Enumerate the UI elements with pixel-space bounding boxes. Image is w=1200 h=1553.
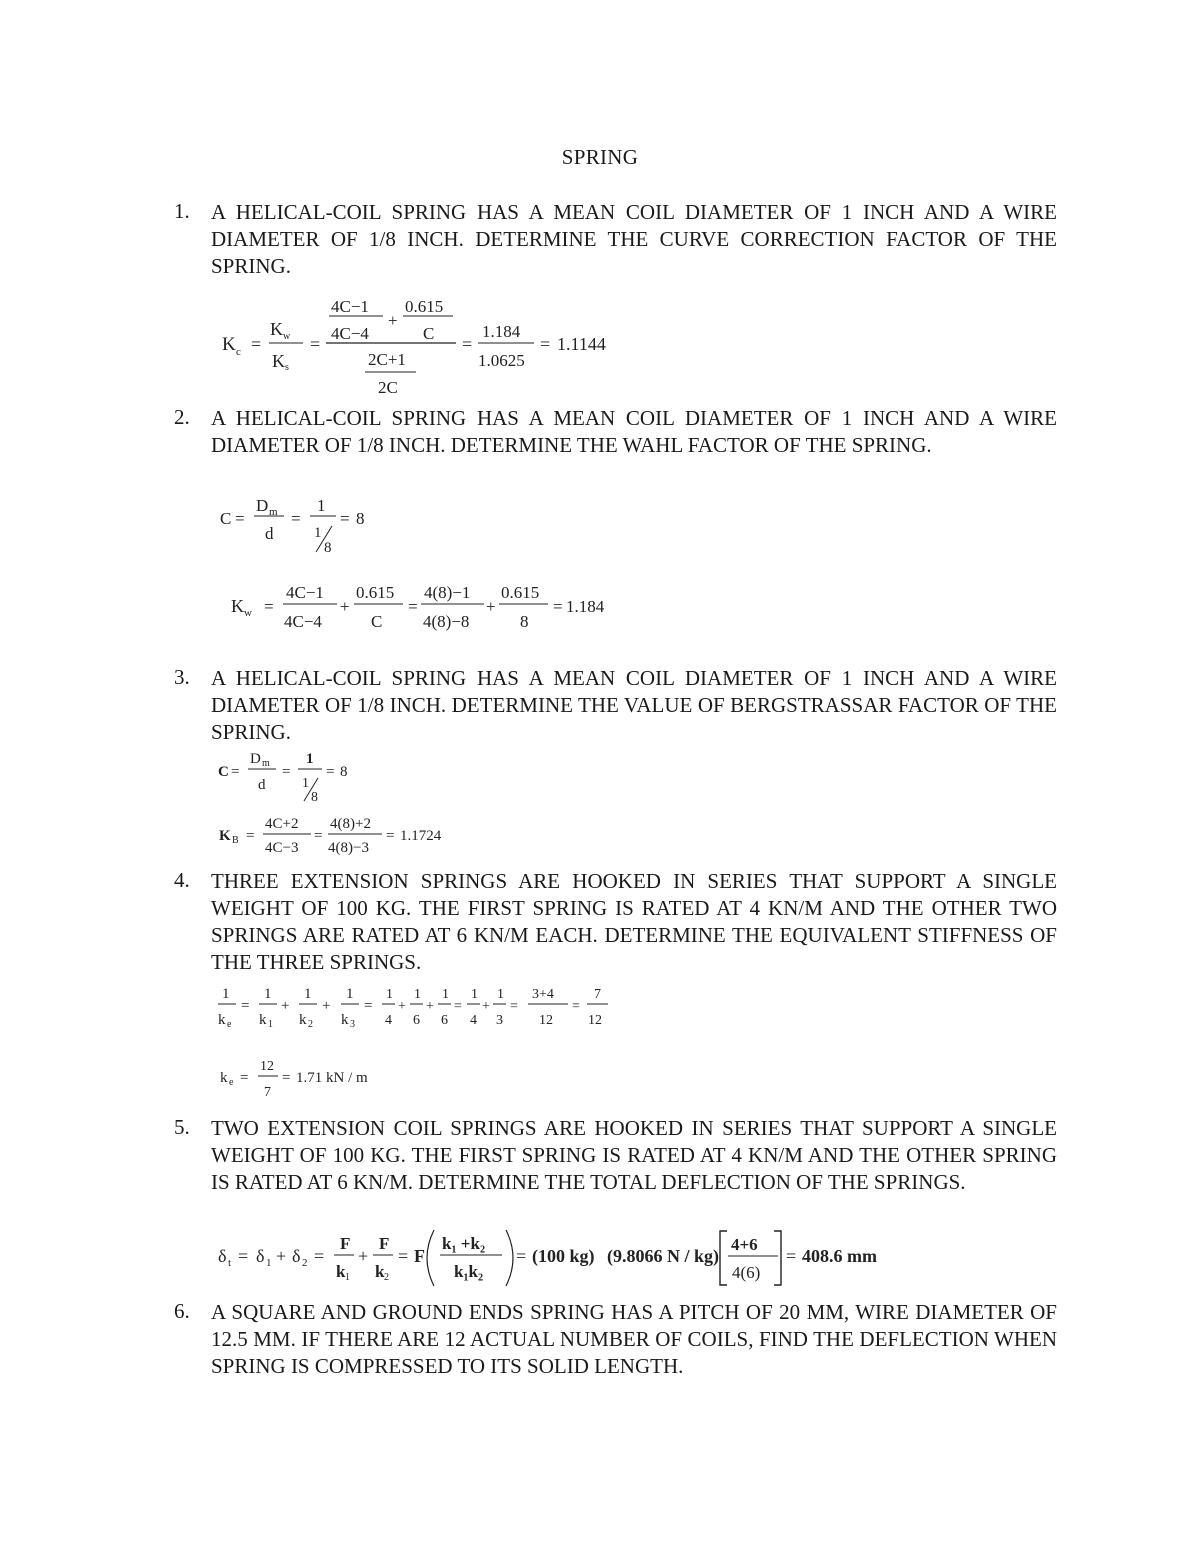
svg-text:3: 3 (496, 1013, 503, 1028)
svg-text:4C−1: 4C−1 (331, 297, 369, 316)
svg-text:1: 1 (306, 751, 314, 767)
svg-text:1: 1 (386, 987, 393, 1002)
svg-text:+: + (388, 311, 398, 330)
svg-text:1.184: 1.184 (566, 597, 605, 616)
svg-text:t: t (228, 1257, 232, 1269)
svg-text:2: 2 (302, 1257, 308, 1269)
svg-text:4C−4: 4C−4 (331, 324, 369, 343)
svg-text:K: K (231, 596, 244, 616)
svg-text:k: k (259, 1012, 267, 1028)
problem-number: 5. (174, 1115, 190, 1139)
svg-text:6: 6 (413, 1013, 420, 1028)
svg-text:0.615: 0.615 (501, 583, 540, 602)
svg-text:1: 1 (346, 986, 354, 1002)
svg-text:C: C (220, 509, 232, 528)
svg-text:δ: δ (218, 1246, 227, 1266)
svg-text:1: 1 (302, 776, 309, 791)
equation-curve-correction-factor (218, 288, 638, 408)
svg-text:1.71 kN / m: 1.71 kN / m (296, 1070, 368, 1086)
svg-text:D: D (256, 496, 269, 515)
svg-text:+: + (281, 998, 290, 1014)
svg-text:0.615: 0.615 (356, 583, 395, 602)
svg-text:2C+1: 2C+1 (368, 350, 406, 369)
svg-text:12: 12 (539, 1013, 553, 1028)
svg-text:F: F (414, 1246, 425, 1266)
svg-text:k: k (220, 1070, 228, 1086)
problem-number: 1. (174, 199, 190, 223)
svg-text:4C−3: 4C−3 (265, 840, 299, 856)
svg-text:1: 1 (266, 1257, 272, 1269)
svg-text:(100 kg): (100 kg) (532, 1246, 595, 1266)
svg-text:4(8)+2: 4(8)+2 (330, 816, 371, 832)
svg-text:=: = (282, 764, 291, 780)
svg-text:δ: δ (256, 1246, 265, 1266)
svg-text:=: = (264, 597, 274, 616)
svg-text:=: = (462, 334, 473, 354)
svg-text:K: K (272, 351, 285, 371)
svg-text:1: 1 (264, 986, 272, 1002)
svg-text:1.184: 1.184 (482, 322, 521, 341)
equation-equivalent-stiffness-result (216, 1055, 416, 1106)
svg-text:+: + (482, 999, 490, 1014)
svg-text:k: k (218, 1012, 226, 1028)
problem-text: A SQUARE AND GROUND ENDS SPRING HAS A PITCH OF 20 MM, WIRE DIAMETER OF 12.5 MM. IF THERE ARE 12 ACTUAL NUMBER OF COILS, FIND THE DEFLECTION WHEN SPRING IS COMPRESSED TO ITS SOLID LENGTH. (211, 1300, 1057, 1378)
equation-wahl-factor (226, 576, 626, 641)
svg-text:7: 7 (264, 1085, 271, 1100)
svg-text:=: = (310, 334, 321, 354)
svg-text:k: k (299, 1012, 307, 1028)
svg-text:c: c (236, 346, 241, 358)
svg-text:=: = (540, 334, 551, 354)
problem-text: A HELICAL-COIL SPRING HAS A MEAN COIL DIAMETER OF 1 INCH AND A WIRE DIAMETER OF 1/8 INCH. DETERMINE THE VALUE OF BERGSTRASSAR FACTOR OF THE SPRING. (211, 666, 1057, 744)
svg-text:C: C (423, 324, 435, 343)
svg-text:8: 8 (356, 509, 365, 528)
svg-text:K: K (222, 334, 236, 355)
svg-text:k₁ +k₂: k₁ +k₂ (442, 1234, 486, 1253)
svg-text:12: 12 (588, 1013, 602, 1028)
svg-text:s: s (285, 362, 289, 373)
svg-text:8: 8 (324, 540, 332, 556)
svg-text:+: + (322, 998, 331, 1014)
svg-text:1: 1 (442, 987, 449, 1002)
svg-text:d: d (265, 524, 274, 543)
svg-text:=: = (386, 828, 395, 844)
svg-text:1: 1 (497, 987, 504, 1002)
svg-text:F: F (379, 1234, 390, 1253)
problem-text: THREE EXTENSION SPRINGS ARE HOOKED IN SERIES THAT SUPPORT A SINGLE WEIGHT OF 100 KG. THE FIRST SPRING IS RATED AT 4 KN/M AND THE OTHER TWO SPRINGS ARE RATED AT 6 KN/M EACH. DETERMINE THE EQUIVALENT STIFFNESS OF THE THREE SPRINGS. (211, 869, 1057, 974)
problem-number: 6. (174, 1299, 190, 1323)
svg-text:K: K (219, 828, 231, 844)
svg-text:C: C (371, 612, 383, 631)
svg-text:m: m (269, 506, 278, 518)
svg-text:+: + (398, 999, 406, 1014)
svg-text:=: = (231, 764, 240, 780)
svg-text:1.0625: 1.0625 (478, 351, 525, 370)
svg-text:=: = (314, 828, 323, 844)
svg-text:0.615: 0.615 (405, 297, 444, 316)
svg-text:4C−1: 4C−1 (286, 583, 324, 602)
svg-text:1: 1 (317, 496, 326, 515)
svg-text:k: k (375, 1262, 385, 1281)
svg-text:4C+2: 4C+2 (265, 816, 299, 832)
equation-spring-index (216, 745, 366, 810)
equation-total-deflection (216, 1226, 896, 1295)
svg-text:1.1724: 1.1724 (400, 828, 442, 844)
svg-text:D: D (250, 751, 261, 767)
svg-text:=: = (454, 999, 462, 1014)
problem-number: 2. (174, 405, 190, 429)
svg-text:=: = (510, 999, 518, 1014)
svg-text:4(8)−3: 4(8)−3 (328, 840, 369, 856)
svg-text:+: + (358, 1246, 369, 1266)
svg-text:=: = (340, 509, 350, 528)
equation-equivalent-stiffness (214, 978, 614, 1039)
svg-text:1: 1 (268, 1019, 273, 1030)
svg-text:+: + (426, 999, 434, 1014)
svg-text:=: = (364, 998, 373, 1014)
problem-number: 4. (174, 868, 190, 892)
svg-text:3: 3 (350, 1019, 355, 1030)
svg-text:4+6: 4+6 (731, 1235, 758, 1254)
svg-text:+: + (340, 597, 350, 616)
equation-spring-index (218, 490, 388, 563)
svg-text:K: K (270, 319, 283, 339)
svg-text:=: = (282, 1070, 291, 1086)
problem-text: TWO EXTENSION COIL SPRINGS ARE HOOKED IN SERIES THAT SUPPORT A SINGLE WEIGHT OF 100 KG. THE FIRST SPRING IS RATED AT 4 KN/M AND THE OTHER SPRING IS RATED AT 6 KN/M. DETERMINE THE TOTAL DEFLECTION OF THE SPRINGS. (211, 1116, 1057, 1194)
svg-text:2C: 2C (378, 378, 398, 397)
svg-text:=: = (398, 1246, 409, 1266)
svg-text:1: 1 (471, 987, 478, 1002)
svg-text:2: 2 (384, 1272, 389, 1283)
svg-text:=: = (246, 828, 255, 844)
svg-text:1: 1 (304, 986, 312, 1002)
svg-text:=: = (786, 1246, 797, 1266)
svg-text:=: = (326, 764, 335, 780)
svg-text:w: w (244, 607, 252, 619)
svg-text:8: 8 (311, 790, 318, 805)
problem-number: 3. (174, 665, 190, 689)
svg-text:δ: δ (292, 1246, 301, 1266)
svg-text:+: + (486, 597, 496, 616)
svg-text:k₁k₂: k₁k₂ (454, 1262, 484, 1281)
svg-text:1.1144: 1.1144 (557, 334, 606, 354)
svg-text:e: e (229, 1077, 234, 1088)
svg-text:4(8)−8: 4(8)−8 (423, 612, 470, 631)
svg-text:1: 1 (222, 986, 230, 1002)
svg-text:B: B (232, 835, 239, 846)
svg-text:k: k (336, 1262, 346, 1281)
svg-text:7: 7 (594, 987, 601, 1002)
svg-text:408.6 mm: 408.6 mm (802, 1246, 877, 1266)
svg-text:F: F (340, 1234, 351, 1253)
problem-text: A HELICAL-COIL SPRING HAS A MEAN COIL DIAMETER OF 1 INCH AND A WIRE DIAMETER OF 1/8 INCH. DETERMINE THE CURVE CORRECTION FACTOR OF THE SPRING. (211, 200, 1057, 278)
svg-text:k: k (341, 1012, 349, 1028)
svg-text:1: 1 (345, 1272, 350, 1283)
svg-text:=: = (408, 597, 418, 616)
svg-text:4(8)−1: 4(8)−1 (424, 583, 471, 602)
problem-text: A HELICAL-COIL SPRING HAS A MEAN COIL DIAMETER OF 1 INCH AND A WIRE DIAMETER OF 1/8 INCH. DETERMINE THE WAHL FACTOR OF THE SPRING. (211, 406, 1057, 457)
svg-text:=: = (553, 597, 563, 616)
svg-text:8: 8 (340, 764, 348, 780)
svg-text:=: = (251, 334, 262, 354)
svg-text:=: = (314, 1246, 325, 1266)
svg-text:4: 4 (470, 1013, 477, 1028)
svg-text:12: 12 (260, 1059, 274, 1074)
svg-text:=: = (238, 1246, 249, 1266)
svg-text:1: 1 (414, 987, 421, 1002)
svg-text:2: 2 (308, 1019, 313, 1030)
svg-text:=: = (291, 509, 301, 528)
page-title: SPRING (561, 145, 639, 169)
svg-text:3+4: 3+4 (532, 987, 554, 1002)
svg-text:C: C (218, 764, 229, 780)
svg-text:6: 6 (441, 1013, 448, 1028)
svg-text:8: 8 (520, 612, 529, 631)
svg-text:=: = (516, 1246, 527, 1266)
svg-text:d: d (258, 777, 266, 793)
svg-text:1: 1 (314, 525, 322, 541)
svg-text:(9.8066 N / kg): (9.8066 N / kg) (607, 1246, 719, 1266)
equation-bergstrassar-factor (216, 810, 476, 867)
svg-text:4C−4: 4C−4 (284, 612, 322, 631)
svg-text:e: e (227, 1019, 232, 1030)
svg-text:4(6): 4(6) (732, 1263, 761, 1282)
svg-text:=: = (235, 509, 245, 528)
svg-text:m: m (262, 758, 270, 769)
svg-text:=: = (241, 998, 250, 1014)
svg-text:4: 4 (385, 1013, 392, 1028)
svg-text:+: + (276, 1246, 287, 1266)
svg-text:=: = (572, 999, 580, 1014)
svg-text:w: w (283, 331, 291, 342)
svg-text:=: = (240, 1070, 249, 1086)
